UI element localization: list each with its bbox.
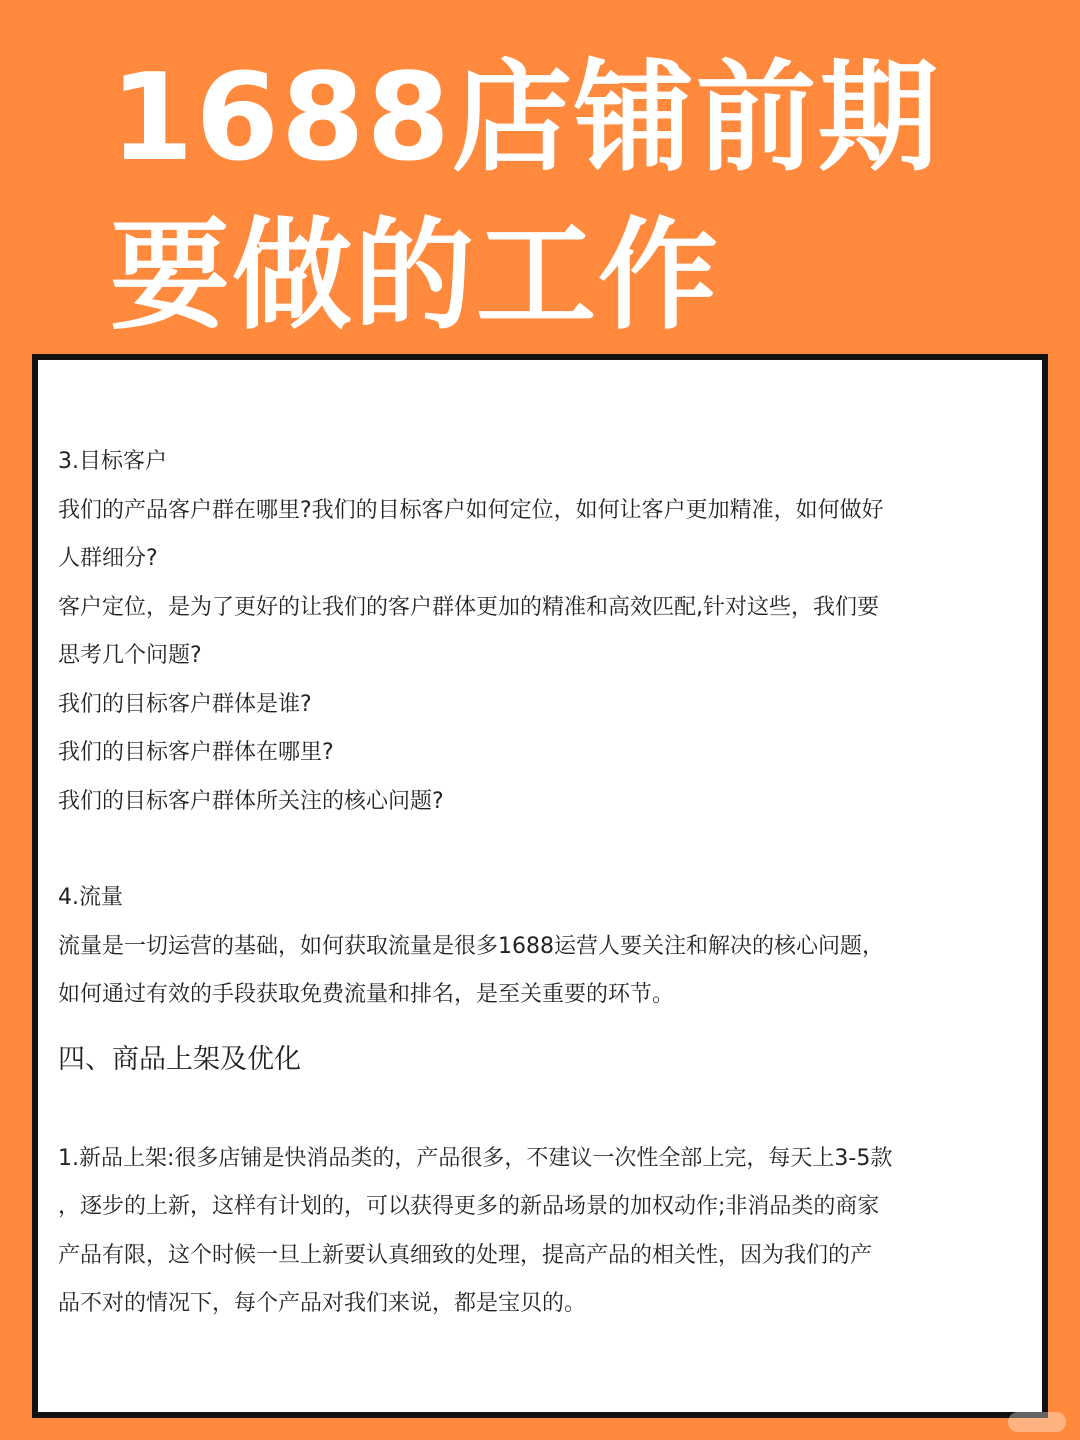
paragraph-line: 产品有限，这个时候一旦上新要认真细致的处理，提高产品的相关性，因为我们的产 [58,1242,873,1268]
paragraph-line: 我们的产品客户群在哪里?我们的目标客户如何定位，如何让客户更加精准，如何做好 [58,497,884,523]
spacer [58,1080,1028,1135]
watermark-logo [1008,1412,1066,1432]
spacer [58,826,1028,874]
paragraph-line: ，逐步的上新，这样有计划的，可以获得更多的新品场景的加权动作;非消品类的商家 [58,1194,880,1219]
paragraph-line: 如何通过有效的手段获取免费流量和排名，是至关重要的环节。 [58,982,675,1007]
paragraph-line: 1.新品上架:很多店铺是快消品类的，产品很多，不建议一次性全部上完，每天上3-5款 [58,1145,893,1171]
section-heading-target-customers: 3.目标客户 [58,449,167,474]
paragraph-line: 我们的目标客户群体在哪里? [58,740,334,765]
paragraph-line: 我们的目标客户群体所关注的核心问题? [58,788,444,814]
paragraph-line: 客户定位，是为了更好的让我们的客户群体更加的精准和高效匹配,针对这些，我们要 [58,594,879,620]
article-body [58,438,1028,1329]
section-heading-product-listing: 四、商品上架及优化 [58,1043,301,1075]
content-card [32,354,1048,1418]
page-title-line-2: 要做的工作 [110,207,720,346]
page-title-line-1: 1688店铺前期 [110,49,940,188]
title-block [110,40,1050,356]
section-heading-traffic: 4.流量 [58,885,123,910]
paragraph-line: 我们的目标客户群体是谁? [58,691,312,717]
paragraph-line: 流量是一切运营的基础，如何获取流量是很多1688运营人要关注和解决的核心问题， [58,933,884,959]
paragraph-line: 人群细分? [58,546,158,571]
paragraph-line: 思考几个问题? [58,643,202,668]
paragraph-line: 品不对的情况下，每个产品对我们来说，都是宝贝的。 [58,1291,587,1316]
